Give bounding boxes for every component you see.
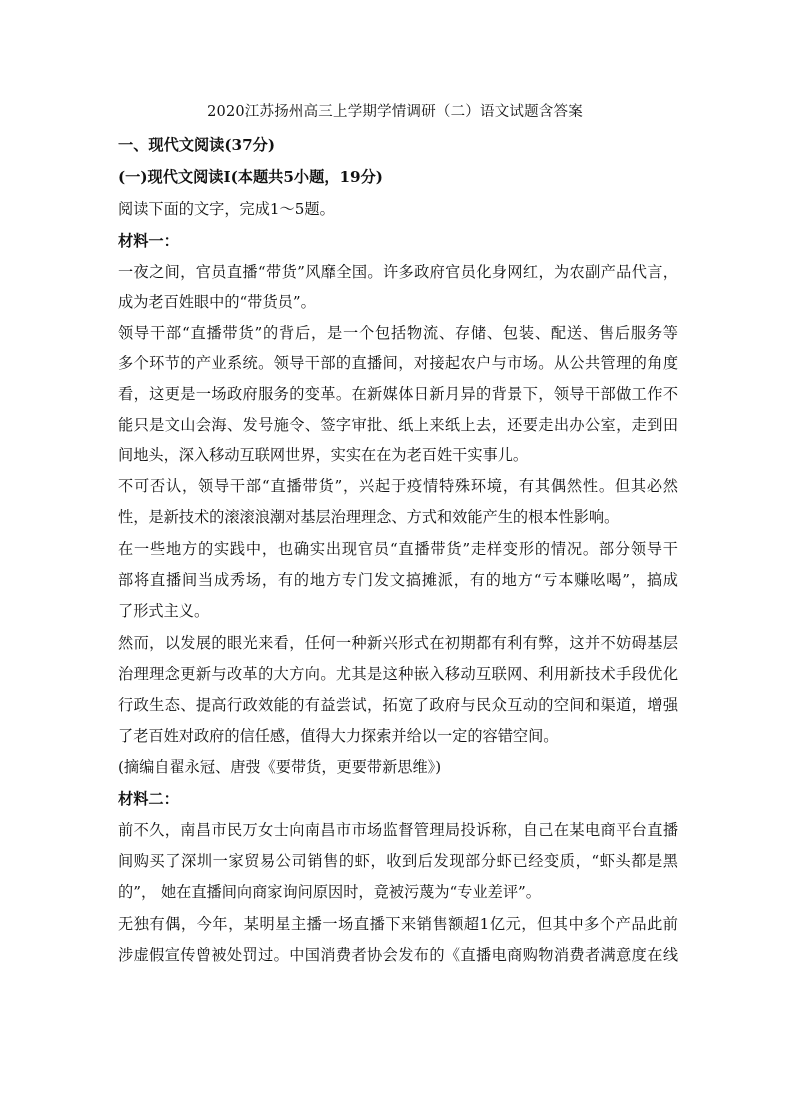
section-heading: 一、现代文阅读(37分) <box>118 136 276 154</box>
text-line: 看，这更是一场政府服务的变革。在新媒体日新月异的背景下，领导干部做工作不 <box>118 385 678 403</box>
text-line: 前不久，南昌市民万女士向南昌市市场监督管理局投诉称，自己在某电商平台直播 <box>118 821 678 839</box>
text-line: 性，是新技术的滚滚浪潮对基层治理理念、方式和效能产生的根本性影响。 <box>118 508 620 526</box>
text-line: 不可否认，领导干部“直播带货”，兴起于疫情特殊环境，有其偶然性。但其必然 <box>118 477 678 495</box>
text-line: 成为老百姓眼中的“带货员”。 <box>118 293 316 311</box>
text-line: 无独有偶，今年，某明星主播一场直播下来销售额超1亿元，但其中多个产品此前 <box>118 915 678 933</box>
text-line: 领导干部“直播带货”的背后，是一个包括物流、存储、包装、配送、售后服务等 <box>118 324 678 342</box>
text-line: 然而，以发展的眼光来看，任何一种新兴形式在初期都有利有弊，这并不妨碍基层 <box>118 634 678 652</box>
text-line: 一夜之间，官员直播“带货”风靡全国。许多政府官员化身网红，为农副产品代言， <box>118 263 678 281</box>
text-line: 在一些地方的实践中，也确实出现官员“直播带货”走样变形的情况。部分领导干 <box>118 540 678 558</box>
text-line: 部将直播间当成秀场，有的地方专门发文搞摊派，有的地方“亏本赚吆喝”，搞成 <box>118 571 678 589</box>
instruction-text: 阅读下面的文字，完成1～5题。 <box>118 200 335 218</box>
text-line: 间购买了深圳一家贸易公司销售的虾，收到后发现部分虾已经变质，“虾头都是黑 <box>118 852 678 870</box>
text-line: 涉虚假宣传曾被处罚过。中国消费者协会发布的《直播电商购物消费者满意度在线 <box>118 946 678 964</box>
text-line: 间地头，深入移动互联网世界，实实在在为老百姓干实事儿。 <box>118 446 529 464</box>
text-line: 了形式主义。 <box>118 602 210 620</box>
subsection-heading: (一)现代文阅读I(本题共5小题，19分) <box>118 168 383 186</box>
text-line: 治理理念更新与改革的大方向。尤其是这种嵌入移动互联网、利用新技术手段优化 <box>118 665 678 683</box>
source-citation: (摘编自翟永冠、唐弢《要带货，更要带新思维》) <box>118 758 442 776</box>
text-line: 能只是文山会海、发号施令、签字审批、纸上来纸上去，还要走出办公室，走到田 <box>118 416 678 434</box>
text-line: 行政生态、提高行政效能的有益尝试，拓宽了政府与民众互动的空间和渠道，增强 <box>118 696 678 714</box>
text-line: 多个环节的产业系统。领导干部的直播间，对接起农户与市场。从公共管理的角度 <box>118 354 678 372</box>
text-line: 了老百姓对政府的信任感，值得大力探索并给以一定的容错空间。 <box>118 727 559 745</box>
material2-label: 材料二： <box>118 790 179 808</box>
document-title: 2020江苏扬州高三上学期学情调研（二）语文试题含答案 <box>207 104 583 120</box>
material1-label: 材料一： <box>118 232 179 250</box>
text-line: 的”， 她在直播间向商家询问原因时，竟被污蔑为“专业差评”。 <box>118 883 541 901</box>
